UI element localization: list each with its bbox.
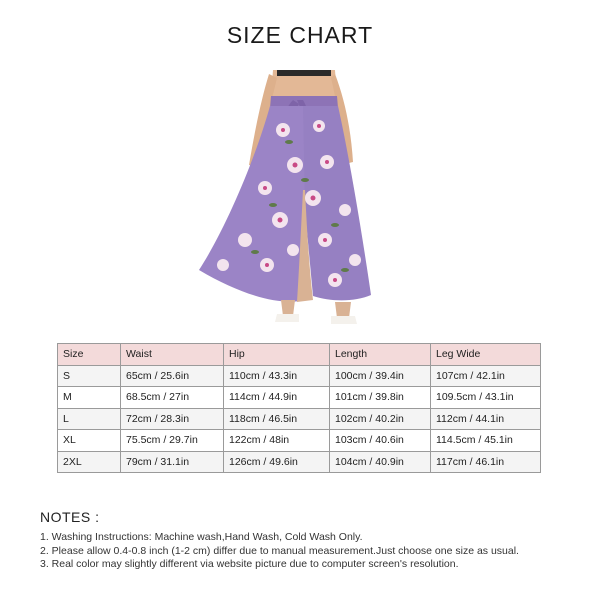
table-cell: 102cm / 40.2in xyxy=(330,408,431,430)
header-waist: Waist xyxy=(121,344,224,366)
note-item: 3. Real color may slightly different via website picture due to computer screen's resolution. xyxy=(40,558,459,570)
table-cell: 103cm / 40.6in xyxy=(330,430,431,452)
table-cell: 107cm / 42.1in xyxy=(431,365,541,387)
table-cell: 114.5cm / 45.1in xyxy=(431,430,541,452)
table-cell: 109.5cm / 43.1in xyxy=(431,387,541,409)
notes-section xyxy=(40,509,580,572)
table-cell: 117cm / 46.1in xyxy=(431,451,541,473)
table-cell: 122cm / 48in xyxy=(224,430,330,452)
product-photo xyxy=(185,70,415,335)
page-title: SIZE CHART xyxy=(226,22,374,48)
table-cell: 126cm / 49.6in xyxy=(224,451,330,473)
table-row xyxy=(58,430,541,452)
table-cell: 72cm / 28.3in xyxy=(121,408,224,430)
table-cell: XL xyxy=(58,430,121,452)
table-row xyxy=(58,387,541,409)
table-cell: M xyxy=(58,387,121,409)
table-header-row xyxy=(58,344,541,366)
table-cell: 100cm / 39.4in xyxy=(330,365,431,387)
header-hip: Hip xyxy=(224,344,330,366)
table-cell: 110cm / 43.3in xyxy=(224,365,330,387)
table-cell: 2XL xyxy=(58,451,121,473)
table-row xyxy=(58,451,541,473)
table-cell: 79cm / 31.1in xyxy=(121,451,224,473)
size-table xyxy=(57,343,541,473)
table-cell: 112cm / 44.1in xyxy=(431,408,541,430)
header-leg-wide: Leg Wide xyxy=(431,344,541,366)
table-cell: 75.5cm / 29.7in xyxy=(121,430,224,452)
table-cell: 65cm / 25.6in xyxy=(121,365,224,387)
header-size: Size xyxy=(58,344,121,366)
table-cell: 68.5cm / 27in xyxy=(121,387,224,409)
table-cell: 101cm / 39.8in xyxy=(330,387,431,409)
table-cell: 104cm / 40.9in xyxy=(330,451,431,473)
note-item: 2. Please allow 0.4-0.8 inch (1-2 cm) differ due to manual measurement.Just choose one size as usual. xyxy=(40,544,519,557)
table-cell: L xyxy=(58,408,121,430)
table-row xyxy=(58,365,541,387)
header-length: Length xyxy=(330,344,431,366)
table-row xyxy=(58,408,541,430)
table-cell: S xyxy=(58,365,121,387)
note-item: 1. Washing Instructions: Machine wash,Hand Wash, Cold Wash Only. xyxy=(40,531,363,543)
table-cell: 118cm / 46.5in xyxy=(224,408,330,430)
notes-title: NOTES : xyxy=(40,509,100,525)
table-cell: 114cm / 44.9in xyxy=(224,387,330,409)
